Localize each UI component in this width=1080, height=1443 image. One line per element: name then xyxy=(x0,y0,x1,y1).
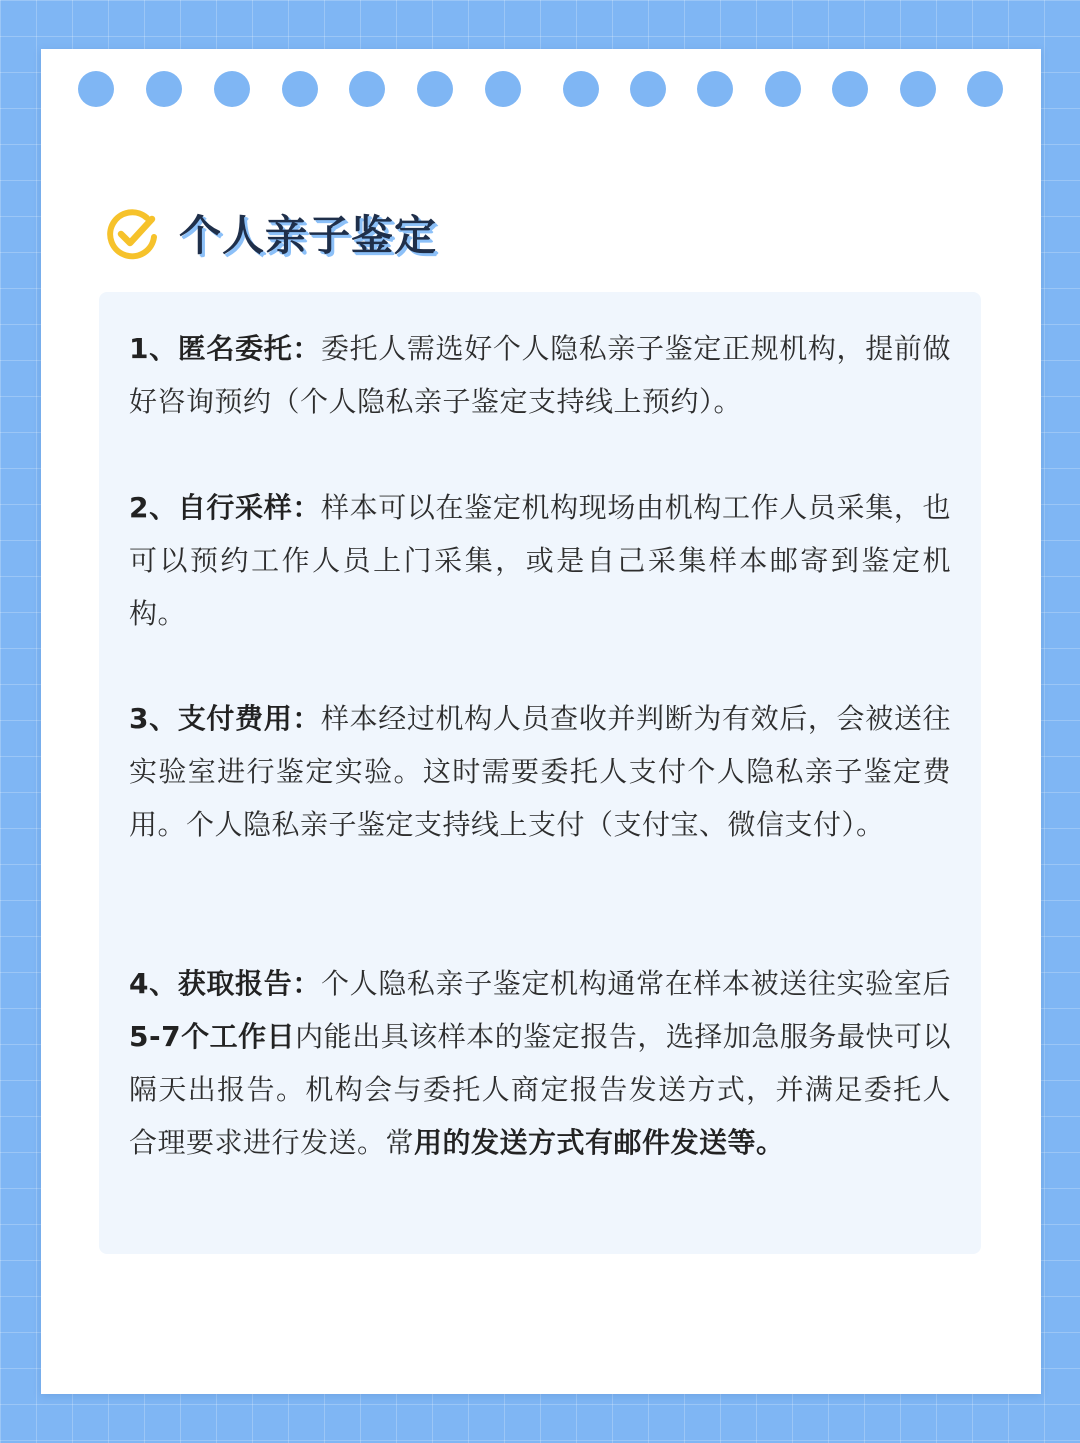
item-text: 个人隐私亲子鉴定机构通常在样本被送往实验室后 xyxy=(320,967,951,1000)
item-label: 2、自行采样： xyxy=(129,491,321,524)
binder-hole xyxy=(485,71,521,107)
paper-sheet xyxy=(41,49,1041,1394)
binder-hole xyxy=(146,71,182,107)
check-circle-icon xyxy=(103,204,161,262)
binder-hole xyxy=(78,71,114,107)
binder-hole xyxy=(563,71,599,107)
binder-hole xyxy=(282,71,318,107)
binder-holes xyxy=(41,49,1041,149)
list-item xyxy=(129,322,951,428)
binder-hole xyxy=(697,71,733,107)
item-highlight: 用的发送方式有邮件发送等。 xyxy=(414,1126,785,1159)
binder-hole xyxy=(349,71,385,107)
item-text: 委托人需选好个人隐私亲子鉴定正规机构，提前做好咨询预约（个人隐私亲子鉴定支持线上预约）。 xyxy=(129,332,951,418)
list-item xyxy=(129,692,951,851)
torn-paper-edge xyxy=(41,1350,1041,1443)
binder-hole xyxy=(214,71,250,107)
binder-hole xyxy=(765,71,801,107)
item-text: 内能出具该样本的鉴定报告，选择加急服务最快可以隔天出报告。机构会与委托人商定报告发送方式，并满足委托人合理要求进行发送。常 xyxy=(129,1020,951,1159)
section-header xyxy=(103,201,437,265)
content-card xyxy=(99,292,981,1254)
item-label: 3、支付费用： xyxy=(129,702,321,735)
item-text: 样本经过机构人员查收并判断为有效后，会被送往实验室进行鉴定实验。这时需要委托人支付个人隐私亲子鉴定费用。个人隐私亲子鉴定支持线上支付（支付宝、微信支付）。 xyxy=(129,702,951,841)
binder-hole xyxy=(630,71,666,107)
binder-hole xyxy=(417,71,453,107)
binder-hole xyxy=(832,71,868,107)
binder-hole xyxy=(967,71,1003,107)
item-label: 1、匿名委托： xyxy=(129,332,321,365)
page-title: 个人亲子鉴定 xyxy=(179,211,438,260)
item-highlight: 5-7个工作日 xyxy=(129,1020,296,1053)
list-item xyxy=(129,481,951,640)
binder-hole xyxy=(900,71,936,107)
item-label: 4、获取报告： xyxy=(129,967,321,1000)
item-text: 样本可以在鉴定机构现场由机构工作人员采集，也可以预约工作人员上门采集，或是自己采集样本邮寄到鉴定机构。 xyxy=(129,491,951,630)
list-item xyxy=(129,957,951,1169)
